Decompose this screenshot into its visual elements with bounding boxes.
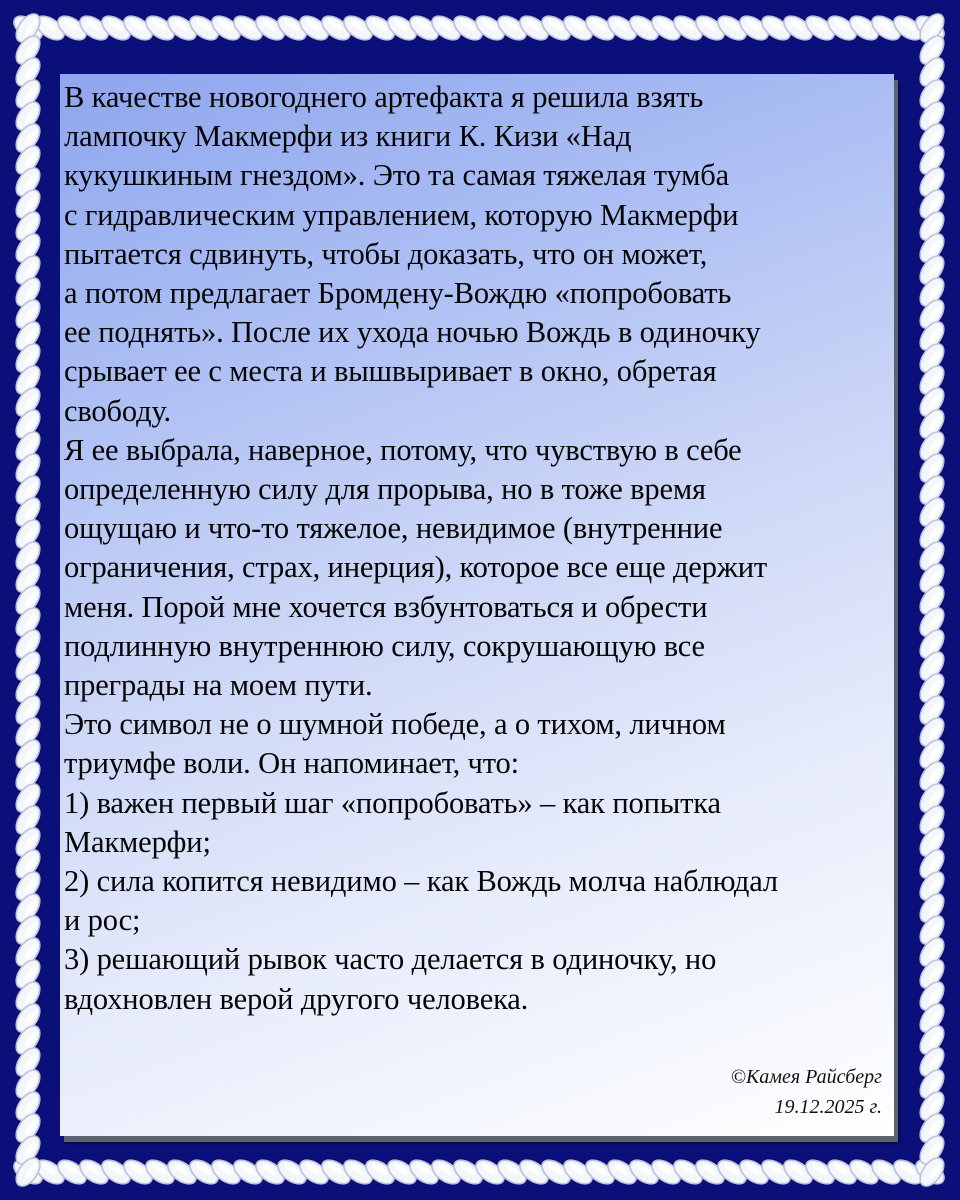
essay-text <box>64 78 894 1019</box>
text-line: ощущаю и что-то тяжелое, невидимое (внутренние <box>64 511 723 546</box>
signature-author: ©Камея Райсберг <box>730 1066 882 1088</box>
text-line: ее поднять». После их ухода ночью Вождь в одиночку <box>64 315 761 350</box>
text-line: меня. Порой мне хочется взбунтоваться и обрести <box>64 589 708 624</box>
text-line: преграды на моем пути. <box>64 668 373 703</box>
text-line: Макмерфи; <box>64 824 211 859</box>
text-line: ограничения, страх, инерция), которое все еще держит <box>64 550 768 585</box>
text-line: пытается сдвинуть, чтобы доказать, что он может, <box>64 236 708 271</box>
text-line: 2) сила копится невидимо – как Вождь молча наблюдал <box>64 864 778 899</box>
text-line: и рос; <box>64 903 141 938</box>
signature <box>731 1062 882 1122</box>
text-line: Это символ не о шумной победе, а о тихом, личном <box>64 707 726 742</box>
text-line: 1) важен первый шаг «попробовать» – как попытка <box>64 785 721 820</box>
text-line: с гидравлическим управлением, которую Макмерфи <box>64 197 739 232</box>
text-line: срывает ее с места и вышвыривает в окно, обретая <box>64 354 717 389</box>
text-line: свободу. <box>64 393 172 428</box>
signature-date: 19.12.2025 г. <box>774 1096 882 1118</box>
text-line: подлинную внутреннюю силу, сокрушающую все <box>64 628 705 663</box>
text-line: а потом предлагает Бромдену-Вождю «попробовать <box>64 276 732 311</box>
text-line: вдохновлен верой другого человека. <box>64 981 529 1016</box>
text-line: 3) решающий рывок часто делается в одиночку, но <box>64 942 717 977</box>
text-line: лампочку Макмерфи из книги К. Кизи «Над <box>64 119 632 154</box>
text-line: В качестве новогоднего артефакта я решила взять <box>64 80 704 114</box>
text-line: триумфе воли. Он напоминает, что: <box>64 746 519 781</box>
text-line: кукушкиным гнездом». Это та самая тяжелая тумба <box>64 158 730 193</box>
text-line: Я ее выбрала, наверное, потому, что чувствую в себе <box>64 432 742 467</box>
text-line: определенную силу для прорыва, но в тоже время <box>64 472 706 507</box>
